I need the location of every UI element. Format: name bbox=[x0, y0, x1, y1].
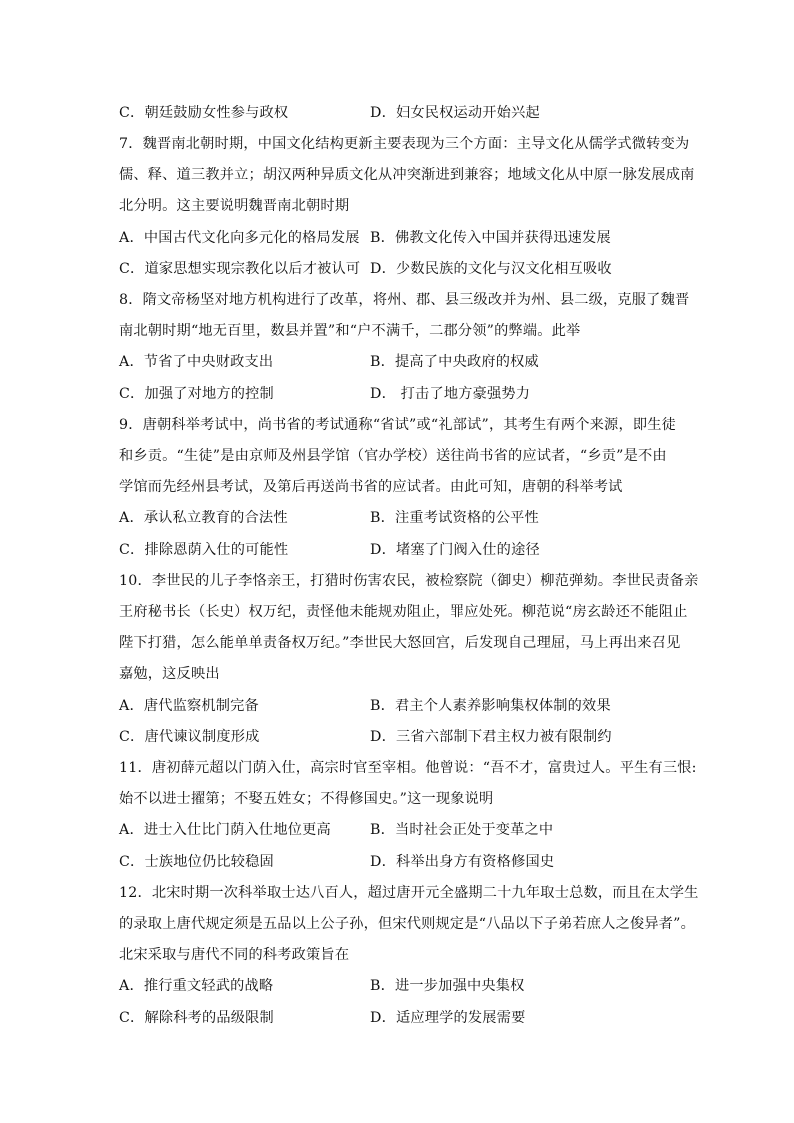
q12-option-d: D．适应理学的发展需要 bbox=[370, 1010, 526, 1026]
q9-stem-line-3: 学馆而先经州县考试，及第后再送尚书省的应试者。由此可知，唐朝的科举考试 bbox=[119, 479, 623, 495]
q9-option-d: D．堵塞了门阀入仕的途径 bbox=[370, 542, 540, 558]
q7-stem-line-3: 北分明。这主要说明魏晋南北朝时期 bbox=[119, 198, 350, 214]
q11-stem-line-1: 11．唐初薛元超以门荫入仕，高宗时官至宰相。他曾说：“吾不才，富贵过人。平生有三恨: bbox=[119, 760, 697, 776]
q10-stem-line-3: 陛下打猎，怎么能单单责备权万纪。”李世民大怒回宫，后发现自己理屈，马上再出来召见 bbox=[119, 635, 681, 651]
q12-stem-line-3: 北宋采取与唐代不同的科考政策旨在 bbox=[119, 947, 350, 963]
q12-stem-line-1: 12．北宋时期一次科举取士达八百人，超过唐开元全盛期二十九年取士总数，而且在太学生 bbox=[119, 885, 699, 901]
q11-option-a: A．进士入仕比门荫入仕地位更高 bbox=[119, 822, 331, 838]
q7-stem-line-1: 7．魏晋南北朝时期，中国文化结构更新主要表现为三个方面：主导文化从儒学式微转变为 bbox=[119, 136, 690, 152]
q6-option-c: C．朝廷鼓励女性参与政权 bbox=[119, 105, 289, 121]
q6-option-d: D．妇女民权运动开始兴起 bbox=[370, 105, 540, 121]
q10-stem-line-4: 嘉勉，这反映出 bbox=[119, 666, 220, 682]
q7-stem-line-2: 儒、释、道三教并立；胡汉两种异质文化从冲突渐进到兼容；地域文化从中原一脉发展成南 bbox=[119, 167, 695, 183]
q10-option-a: A．唐代监察机制完备 bbox=[119, 698, 259, 714]
q9-option-c: C．排除恩荫入仕的可能性 bbox=[119, 542, 289, 558]
q10-stem-line-2: 王府秘书长（长史）权万纪，责怪他未能规劝阻止，罪应处死。柳范说“房玄龄还不能阻止 bbox=[119, 604, 688, 620]
q8-option-d: D． 打击了地方豪强势力 bbox=[370, 386, 531, 402]
q10-option-d: D．三省六部制下君主权力被有限制约 bbox=[370, 729, 612, 745]
q11-option-b: B．当时社会正处于变革之中 bbox=[370, 822, 554, 838]
q8-stem-line-2: 南北朝时期“地无百里，数县并置”和“户不满千，二郡分领”的弊端。此举 bbox=[119, 323, 581, 339]
q7-option-c: C．道家思想实现宗教化以后才被认可 bbox=[119, 261, 361, 277]
q8-stem-line-1: 8．隋文帝杨坚对地方机构进行了改革，将州、郡、县三级改并为州、县二级，克服了魏晋 bbox=[119, 292, 690, 308]
q7-option-a: A．中国古代文化向多元化的格局发展 bbox=[119, 230, 360, 246]
q9-option-b: B．注重考试资格的公平性 bbox=[370, 510, 539, 526]
q8-option-a: A．节省了中央财政支出 bbox=[119, 354, 274, 370]
q7-option-b: B．佛教文化传入中国并获得迅速发展 bbox=[370, 230, 611, 246]
q11-stem-line-2: 始不以进士擢第；不娶五姓女；不得修国史。”这一现象说明 bbox=[119, 791, 494, 807]
q12-option-b: B．进一步加强中央集权 bbox=[370, 978, 525, 994]
q7-option-d: D．少数民族的文化与汉文化相互吸收 bbox=[370, 261, 612, 277]
q12-option-c: C．解除科考的品级限制 bbox=[119, 1010, 274, 1026]
q10-option-b: B．君主个人素养影响集权体制的效果 bbox=[370, 698, 611, 714]
q10-option-c: C．唐代谏议制度形成 bbox=[119, 729, 260, 745]
q9-stem-line-1: 9．唐朝科举考试中，尚书省的考试通称“省试”或“礼部试”，其考生有两个来源，即生徒 bbox=[119, 417, 676, 433]
q12-option-a: A．推行重文轻武的战略 bbox=[119, 978, 274, 994]
q11-option-d: D．科举出身方有资格修国史 bbox=[370, 854, 555, 870]
q8-option-b: B．提高了中央政府的权威 bbox=[370, 354, 539, 370]
q11-option-c: C．士族地位仍比较稳固 bbox=[119, 854, 274, 870]
q8-option-c: C．加强了对地方的控制 bbox=[119, 386, 274, 402]
q12-stem-line-2: 的录取上唐代规定须是五品以上公子孙，但宋代则规定是“八品以下子弟若庶人之俊异者”。 bbox=[119, 916, 696, 932]
q9-option-a: A．承认私立教育的合法性 bbox=[119, 510, 288, 526]
q9-stem-line-2: 和乡贡。“生徒”是由京师及州县学馆（官办学校）送往尚书省的应试者，“乡贡”是不由 bbox=[119, 448, 667, 464]
q10-stem-line-1: 10．李世民的儿子李恪亲王，打猎时伤害农民，被检察院（御史）柳范弹劾。李世民责备亲 bbox=[119, 573, 699, 589]
